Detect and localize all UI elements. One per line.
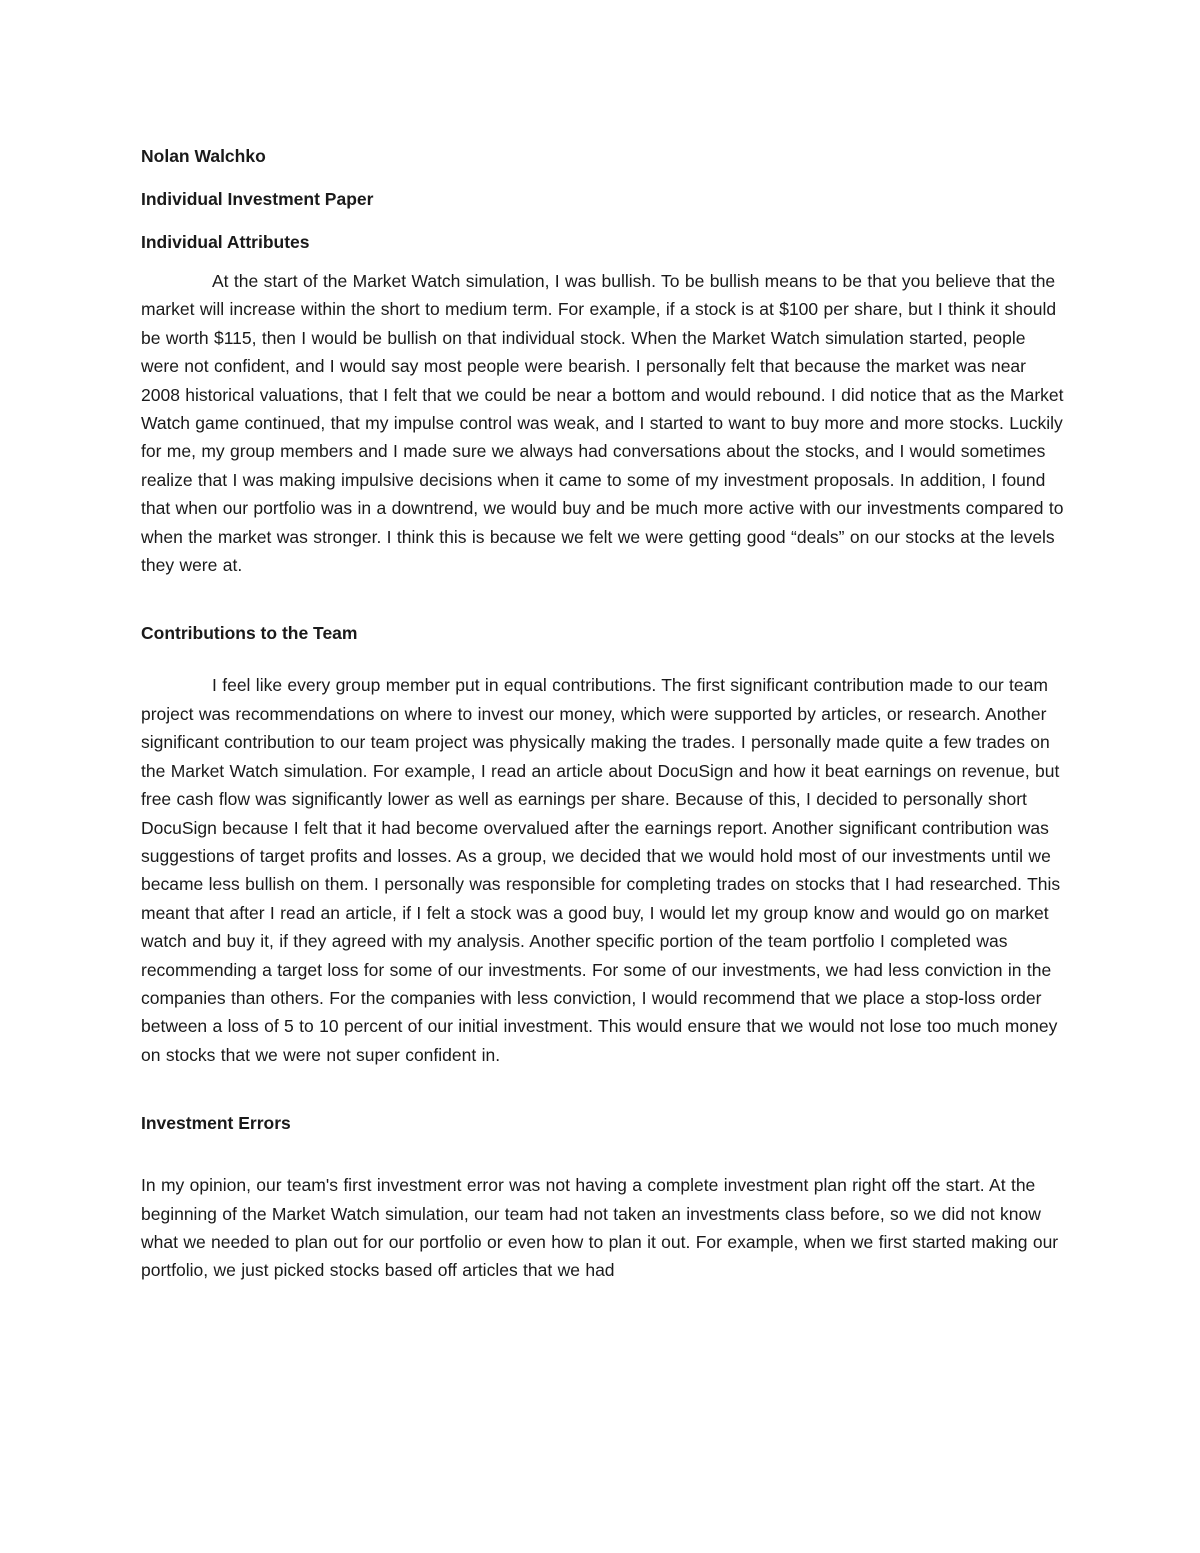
spacer	[141, 579, 1066, 619]
spacer	[141, 647, 1066, 671]
author-name: Nolan Walchko	[141, 146, 266, 166]
document-body	[141, 142, 1066, 1285]
section-heading-contributions: Contributions to the Team	[141, 623, 358, 644]
paper-title: Individual Investment Paper	[141, 189, 374, 209]
section-paragraph-contributions: I feel like every group member put in equal contributions. The first significant contribution made to our team project was recommendations on where to invest our money, which were supported by articles, or research. Another significant contribution to our team project was physically making the trades. I personally made quite a few trades on the Market Watch simulation. For example, I read an article about DocuSign and how it beat earnings on revenue, but free cash flow was significantly lower as well as earnings per share. Because of this, I decided to personally short DocuSign because I felt that it had become overvalued after the earnings report. Another significant contribution was suggestions of target profits and losses. As a group, we decided that we would hold most of our investments until we became less bullish on them. I personally was responsible for completing trades on stocks that I had researched. This meant that after I read an article, if I felt a stock was a good buy, I would let my group know and would go on market watch and buy it, if they agreed with my analysis. Another specific portion of the team portfolio I completed was recommending a target loss for some of our investments. For some of our investments, we had less conviction in the companies than others. For the companies with less conviction, I would recommend that we place a stop-loss order between a loss of 5 to 10 percent of our initial investment. This would ensure that we would not lose too much money on stocks that we were not super confident in.	[141, 675, 1061, 1065]
spacer	[141, 1069, 1066, 1109]
section-heading-investment-errors: Investment Errors	[141, 1113, 291, 1134]
spacer	[141, 1137, 1066, 1171]
section-paragraph-individual-attributes: At the start of the Market Watch simulation, I was bullish. To be bullish means to be that you believe that the market will increase within the short to medium term. For example, if a stock is at $100 per share, but I think it should be worth $115, then I would be bullish on that individual stock. When the Market Watch simulation started, people were not confident, and I would say most people were bearish. I personally felt that because the market was near 2008 historical valuations, that I felt that we could be near a bottom and would rebound. I did notice that as the Market Watch game continued, that my impulse control was weak, and I started to want to buy more and more stocks. Luckily for me, my group members and I made sure we always had conversations about the stocks, and I would sometimes realize that I was making impulsive decisions when it came to some of my investment proposals. In addition, I found that when our portfolio was in a downtrend, we would buy and be much more active with our investments compared to when the market was stronger. I think this is because we felt we were getting good “deals” on our stocks at the levels they were at.	[141, 271, 1064, 576]
section-paragraph-investment-errors: In my opinion, our team's first investment error was not having a complete investment plan right off the start. At the beginning of the Market Watch simulation, our team had not taken an investments class before, so we did not know what we needed to plan out for our portfolio or even how to plan it out. For example, when we first started making our portfolio, we just picked stocks based off articles that we had	[141, 1175, 1059, 1281]
section-heading-individual-attributes: Individual Attributes	[141, 232, 310, 252]
